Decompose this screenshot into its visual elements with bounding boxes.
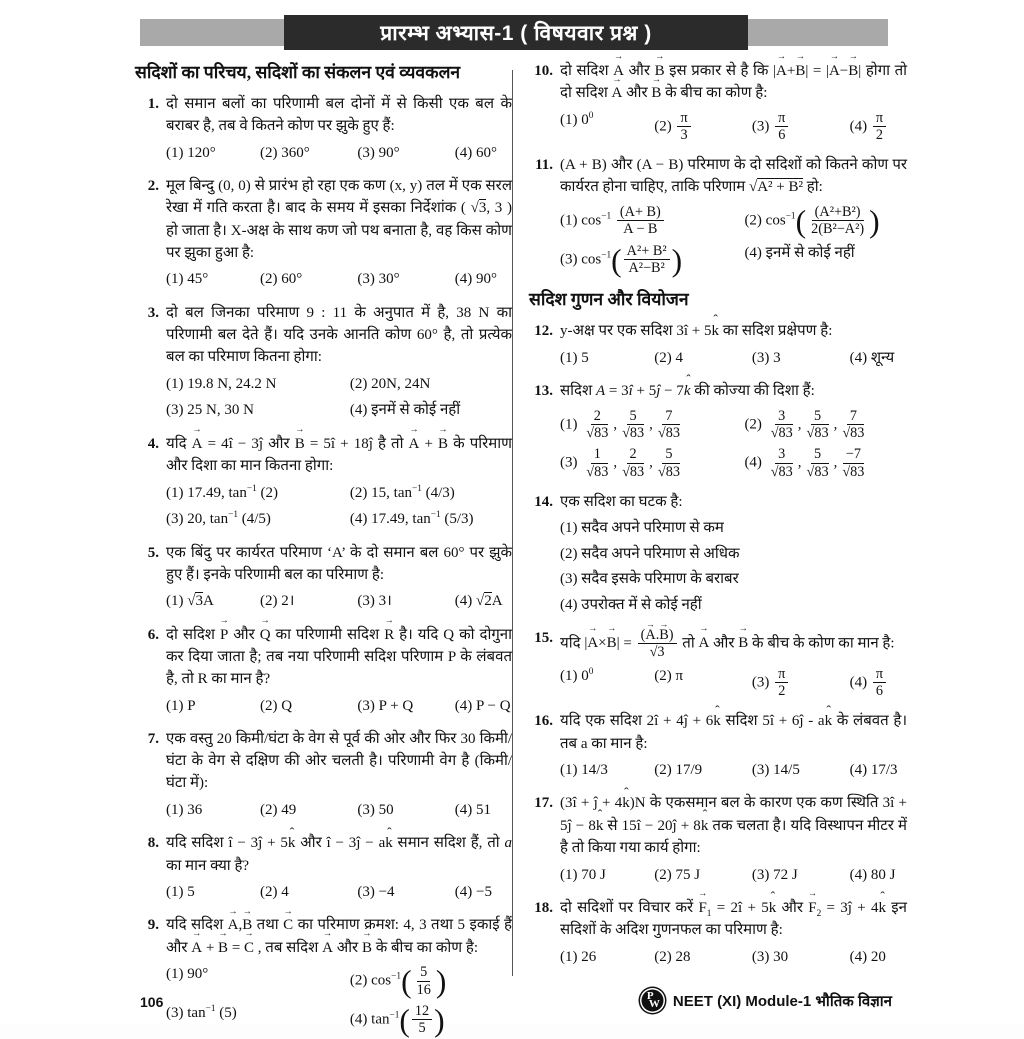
question-text: दो सदिश → A और → B इस प्रकार से है कि |→ A+→ B| = |→ A−→ B| होगा तो दो सदिश → A और → B के बीच का कोण है: (560, 60, 907, 104)
question-8 (135, 832, 512, 906)
option: (2) 49 (259, 802, 297, 819)
option: (1) P (166, 697, 196, 714)
question-number: 10. (534, 63, 553, 79)
option: (4) $\frac{3}{√83}$ , $\frac{5}{√83}$ , $\frac{-7}{√83}$ (744, 446, 865, 480)
question-text: यदि एक सदिश 2î + 4ĵ + 6ˆ k सदिश 5î + 6ĵ - aˆ k के लंबवत है। तब a का मान है: (560, 710, 907, 754)
option: (3) 3। (357, 593, 392, 610)
question-6 (135, 624, 512, 720)
page-number: 106 (140, 994, 164, 1010)
brand (640, 988, 892, 1013)
option: (1) $\cos^{-1}$ $\frac{(A+ B)}{A - B}$ (560, 202, 740, 241)
section-title-intro: सदिशों का परिचय, सदिशों का संकलन एवं व्यवकलन (135, 62, 461, 82)
question-5 (135, 542, 512, 616)
option: (3) 14/5 (751, 762, 800, 779)
question-text: दो सदिश → P और → Q का परिणामी सदिश → R है। यदि Q को दोगुना कर दिया जाता है; तब नया परिणामी सदिश परिणाम P के लंबवत है, तो R का मान है? (166, 624, 512, 691)
options (166, 140, 512, 167)
options (166, 267, 512, 294)
option: (1) 17.49, $\tan^{-1} (2)$ (166, 483, 278, 501)
option: (2) π (654, 668, 684, 685)
option: (1) $\frac{2}{√83}$ , $\frac{5}{√83}$ , $\frac{7}{√83}$ (560, 407, 680, 441)
option: (1) 36 (166, 802, 203, 819)
option: (4) 20 (849, 948, 886, 965)
option: (1) सदैव अपने परिमाण से कम (560, 519, 724, 536)
options (560, 202, 907, 280)
question-9 (135, 914, 512, 1039)
question-text: सदिश A = 3î + 5ĵ − 7ˆ k की कोज्या की दिशा हैं: (560, 380, 907, 402)
brand-text: NEET (XI) Module-1 भौतिक विज्ञान (672, 992, 892, 1010)
options (166, 798, 512, 825)
question-number: 12. (534, 323, 553, 339)
options (166, 693, 512, 720)
question-17 (529, 792, 907, 888)
exercise-title: प्रारम्भ अभ्यास-1 ( विषयवार प्रश्न ) (380, 21, 652, 45)
pw-logo-icon (640, 988, 665, 1013)
question-2 (135, 175, 512, 294)
question-text: यदि सदिश → A,→ B तथा → C का परिमाण क्रमश: 4, 3 तथा 5 इकाई हैं और → A + → B = → C , तब सदिश → A और → B के बीच का कोण है: (166, 914, 512, 958)
section-title-multiplication: सदिश गुणन और वियोजन (529, 289, 689, 309)
right-column (529, 60, 907, 988)
option: (3) 20, $\tan^{-1} (4/5)$ (166, 510, 271, 528)
option: (4) 17/3 (849, 762, 898, 779)
question-number: 11. (535, 157, 553, 174)
question-number: 2. (147, 178, 159, 195)
question-number: 4. (147, 435, 159, 452)
option: (2) 2। (259, 593, 295, 610)
question-10 (529, 60, 907, 146)
option: (2) Q (259, 697, 293, 714)
option: (1) 120° (166, 144, 216, 161)
option: (2) $\frac{3}{√83}$ , $\frac{5}{√83}$ , $\frac{7}{√83}$ (744, 407, 865, 441)
option: (4) $\frac{\pi}{6}$ (850, 664, 919, 703)
option: (4) 17.49, $\tan^{-1} (5/3)$ (349, 510, 474, 528)
option: (2) 17/9 (654, 762, 703, 779)
option: (2) 28 (654, 948, 691, 965)
option: (4) $\tan^{-1}$( $\frac{12}{5}$ ) (349, 1002, 445, 1038)
option: (1) 70 J (560, 866, 606, 883)
question-text: एक बिंदु पर कार्यरत परिमाण ‘A’ के दो समान बल 60° पर झुके हुए हैं। इनके परिणामी बल का परिमाण है: (166, 544, 512, 583)
option: (4) उपरोक्त में से कोई नहीं (560, 597, 702, 614)
question-text: यदि सदिश î − 3ĵ + 5ˆ k और î − 3ĵ − aˆ k समान सदिश हैं, तो a का मान क्या है? (166, 832, 512, 876)
option: (3) 30° (357, 271, 400, 288)
options (560, 664, 907, 703)
option: (4) −5 (454, 884, 492, 901)
option: (1) $0^0$ (560, 110, 594, 128)
option: (3) 3 (751, 349, 781, 366)
question-14 (529, 491, 907, 619)
option: (2) सदैव अपने परिमाण से अधिक (560, 545, 740, 562)
option: (3) P + Q (357, 697, 414, 714)
option: (1) 5 (166, 884, 195, 901)
option: (1) 5 (560, 349, 589, 366)
question-11 (529, 154, 907, 279)
question-number: 15. (534, 629, 553, 646)
question-7 (135, 728, 512, 824)
question-13 (529, 380, 907, 483)
options (560, 107, 907, 146)
question-18 (529, 897, 907, 971)
question-number: 13. (534, 382, 553, 399)
option: (2) $\frac{\pi}{3}$ (654, 107, 748, 146)
option: (4) P − Q (454, 697, 511, 714)
question-number: 18. (534, 899, 553, 916)
question-number: 5. (147, 544, 159, 561)
options (560, 944, 907, 971)
option: (3) $\frac{\pi}{2}$ (752, 664, 846, 703)
question-number: 8. (147, 835, 159, 852)
question-text: एक वस्तु 20 किमी/घंटा के वेग से पूर्व की ओर और फिर 30 किमी/घंटा के वेग से दक्षिण की ओर चलती है। परिणामी वेग है (किमी/घंटा में): (166, 731, 512, 792)
option: (3) $\frac{1}{√83}$ , $\frac{2}{√83}$ , $\frac{5}{√83}$ (560, 446, 680, 480)
option: (4) इनमें से कोई नहीं (744, 244, 855, 261)
option: (1) $0^0$ (560, 667, 594, 685)
option: (2) $\cos^{-1}$( $\frac{5}{16}$ ) (349, 964, 447, 1000)
option: (3) 72 J (751, 866, 798, 883)
options (560, 862, 907, 889)
option: (3) 30 (751, 948, 789, 965)
option: (3) −4 (357, 884, 395, 901)
question-number: 6. (147, 626, 159, 643)
options (560, 345, 907, 372)
question-number: 7. (147, 731, 159, 747)
option: (2) 360° (259, 144, 310, 161)
footer (0, 988, 1024, 1020)
option: (2) 4 (654, 349, 683, 366)
options (166, 589, 512, 616)
option: (2) 60° (259, 271, 303, 288)
option: (1) √3A (166, 593, 214, 610)
question-number: 14. (534, 493, 553, 510)
question-text: y-अक्ष पर एक सदिश 3î + 5ˆ k का सदिश प्रक्षेपण है: (560, 320, 907, 342)
header-band-dark (284, 15, 748, 50)
option: (4) 90° (454, 271, 498, 288)
options (166, 480, 512, 534)
option: (1) 26 (560, 948, 597, 965)
question-3 (135, 302, 512, 425)
question-number: 1. (147, 96, 159, 112)
question-number: 17. (534, 795, 553, 812)
question-1 (135, 93, 512, 167)
question-number: 16. (534, 713, 553, 730)
option: (4) शून्य (849, 349, 895, 366)
option: (1) 19.8 N, 24.2 N (166, 375, 277, 392)
question-text: दो समान बलों का परिणामी बल दोनों में से किसी एक बल के बराबर है, तब वे कितने कोण पर झुके हुए हैं: (166, 96, 512, 135)
option: (3) $\tan^{-1} (5)$ (166, 1004, 237, 1022)
option: (2) 20N, 24N (349, 375, 431, 392)
question-12 (529, 320, 907, 372)
question-text: (A + B) और (A − B) परिमाण के दो सदिशों को कितने कोण पर कार्यरत होना चाहिए, ताकि परिणाम √A² + B² हो: (560, 157, 907, 196)
logo-letter-p: P (646, 990, 654, 1002)
option: (4) 60° (454, 144, 498, 161)
question-text: मूल बिन्दु (0, 0) से प्रारंभ हो रहा एक कण (x, y) तल में एक सरल रेखा में गति करता है। बाद के समय में इसका निर्देशांक ( √3, 3 ) हो जाता है। X-अक्ष के साथ कण जो पथ बनाता है, वह किस कोण पर झुका हुआ है: (166, 178, 512, 261)
option: (1) 14/3 (560, 762, 608, 779)
question-text: दो बल जिनका परिमाण 9 : 11 के अनुपात में है, 38 N का परिणामी बल देते हैं। यदि उनके आनति कोण 60° है, तो प्रत्येक बल का परिमाण कितना होगा: (166, 304, 512, 365)
options (560, 516, 907, 619)
option: (4) 80 J (849, 866, 896, 883)
question-text: एक सदिश का घटक है: (560, 493, 683, 510)
option: (4) 51 (454, 802, 492, 819)
option: (3) 50 (357, 802, 394, 819)
logo-letter-w: W (648, 998, 660, 1010)
question-16 (529, 710, 907, 784)
question-number: 3. (147, 304, 159, 321)
option: (3) $\cos^{-1}$( $\frac{\text{A²+ B²}}{\text{A²−B²}}$ ) (560, 242, 683, 278)
header-band (140, 19, 888, 46)
options (166, 880, 512, 907)
option: (3) $\frac{\pi}{6}$ (752, 107, 846, 146)
option: (2) 15, $\tan^{-1} (4/3)$ (349, 483, 455, 501)
option: (2) 75 J (654, 866, 701, 883)
options (560, 405, 907, 483)
option: (2) $\cos^{-1}$( $\frac{\text{(A²+B²)}}{\text{2(B²−A²)}}$ ) (744, 203, 880, 239)
question-text: दो सदिशों पर विचार करें → $F_1$ = 2î + 5ˆ k और → $F_2$ = 3ĵ + 4ˆ k इन सदिशों के अदिश गुणनफल का परिमाण है: (560, 897, 907, 941)
options (560, 758, 907, 785)
option: (4) $\frac{\pi}{2}$ (850, 107, 919, 146)
options (166, 371, 512, 425)
option: (4) √2A (454, 593, 503, 610)
option: (4) इनमें से कोई नहीं (349, 402, 461, 419)
question-15 (529, 627, 907, 703)
option: (1) 45° (166, 271, 209, 288)
option: (1) 90° (166, 966, 209, 983)
question-number: 9. (147, 917, 159, 934)
question-text: यदि → A = 4î − 3ĵ और → B = 5î + 18ĵ है तो → A + → B के परिमाण और दिशा का मान कितना होगा: (166, 433, 512, 477)
option: (3) 25 N, 30 N (166, 402, 254, 419)
option: (3) 90° (357, 144, 400, 161)
option: (2) 4 (259, 884, 289, 901)
question-text: यदि |→ A×→ B| = $\frac{(\to A.\to B)}{√3}$ तो → A और → B के बीच के कोण का मान है: (560, 627, 907, 661)
question-text: (3î + ĵ + 4ˆ k)N के एकसमान बल के कारण एक कण स्थिति 3î + 5ĵ − 8ˆ k से 15î − 20ĵ + 8ˆ k तक चलता है। यदि विस्थापन मीटर में है तो किया गया कार्य होगा: (560, 792, 907, 859)
option: (3) सदैव इसके परिमाण के बराबर (560, 571, 739, 588)
question-4 (135, 433, 512, 534)
